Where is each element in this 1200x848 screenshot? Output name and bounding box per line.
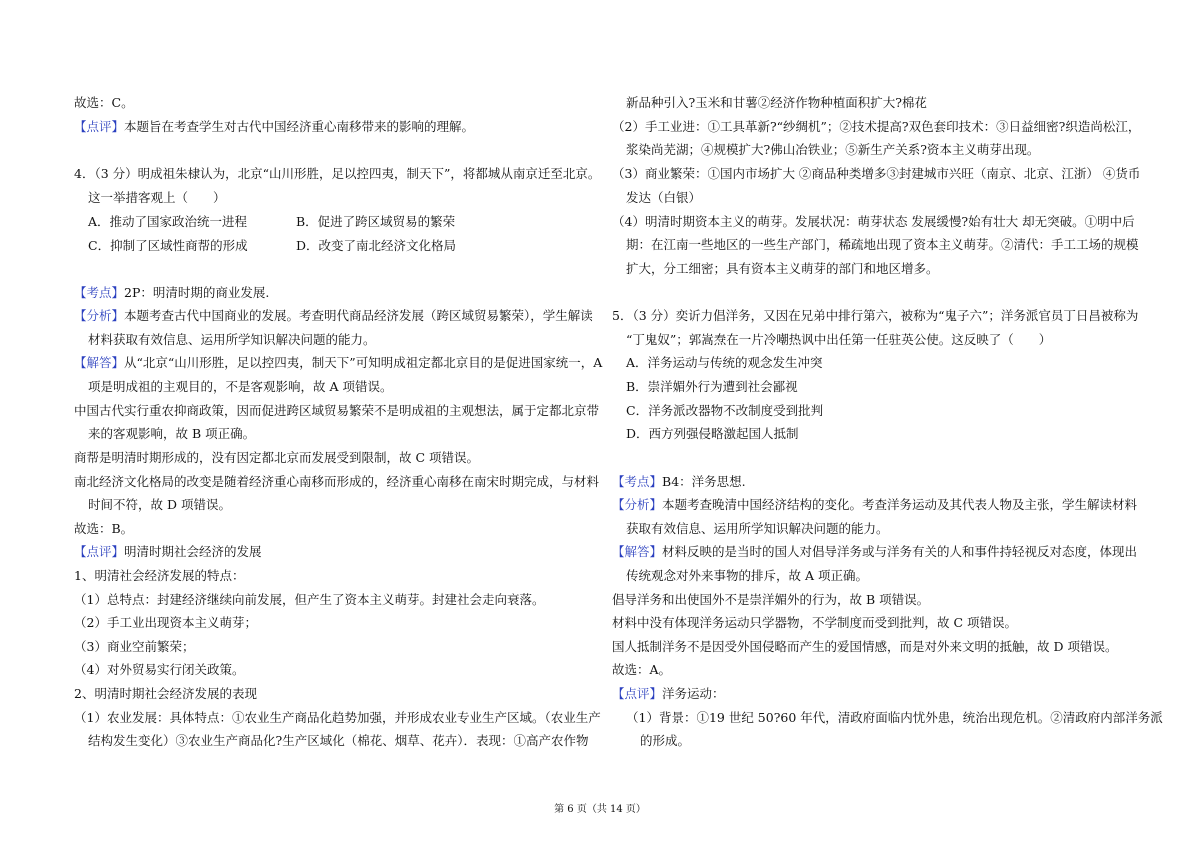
solution-line: 倡导洋务和出使国外不是崇洋媚外的行为，故 B 项错误。 xyxy=(612,592,930,607)
solution-tag: 【解答】 xyxy=(74,355,125,370)
solution-line: 中国古代实行重农抑商政策，因而促进跨区域贸易繁荣不是明成祖的主观想法，属于定都北京带 xyxy=(74,403,600,418)
question-5-stem: 5．（3 分）奕䜣力倡洋务，又因在兄弟中排行第六，被称为“鬼子六”；洋务派官员丁日昌被称为 xyxy=(612,308,1139,323)
comment-tag: 【点评】 xyxy=(74,544,125,559)
comment-tag: 【点评】 xyxy=(612,686,663,701)
comment-body-line: 结构发生变化）③农业生产商品化?生产区域化（棉花、烟草、花卉）．表现：①高产农作物 xyxy=(88,733,589,748)
solution-line: 时间不符，故 D 项错误。 xyxy=(88,497,231,512)
comment-body-line: （3）商业空前繁荣； xyxy=(74,639,195,654)
comment-body-line: 新品种引入?玉米和甘薯②经济作物种植面积扩大?棉花 xyxy=(626,95,927,110)
comment-tag: 【点评】 xyxy=(74,119,125,134)
question-5-option-d: D．西方列强侵略激起国人抵制 xyxy=(626,426,799,441)
kaodian-tag: 【考点】 xyxy=(612,474,663,489)
question-5-option-a: A．洋务运动与传统的观念发生冲突 xyxy=(626,355,823,370)
comment-body-line: （1）农业发展：具体特点：①农业生产商品化趋势加强，并形成农业专业生产区域。（农业生产 xyxy=(74,710,601,725)
kaodian-line: 【考点】B4：洋务思想. xyxy=(612,474,746,489)
analysis-line: 【分析】本题考查晚清中国经济结构的变化。考查洋务运动及其代表人物及主张，学生解读材料 xyxy=(612,497,1138,512)
comment-line: 【点评】明清时期社会经济的发展 xyxy=(74,544,262,559)
comment-body-line: 扩大，分工细密；具有资本主义萌芽的部门和地区增多。 xyxy=(626,261,939,276)
solution-line: 南北经济文化格局的改变是随着经济重心南移而形成的，经济重心南移在南宋时期完成，与材料 xyxy=(74,474,600,489)
answer-line: 故选：A。 xyxy=(612,662,672,677)
solution-line: 【解答】从“北京“山川形胜，足以控四夷，制天下”可知明成祖定都北京目的是促进国家统一，A xyxy=(74,355,603,370)
solution-line: 材料中没有体现洋务运动只学器物，不学制度而受到批判，故 C 项错误。 xyxy=(612,615,1018,630)
comment-line: 【点评】本题旨在考查学生对古代中国经济重心南移带来的影响的理解。 xyxy=(74,119,475,134)
kaodian-tag: 【考点】 xyxy=(74,285,125,300)
comment-body-line: （4）对外贸易实行闭关政策。 xyxy=(74,662,245,677)
question-4-stem: 4．（3 分）明成祖朱棣认为，北京“山川形胜，足以控四夷，制天下”，将都城从南京迁至北京。 xyxy=(74,166,601,181)
solution-line: 国人抵制洋务不是因受外国侵略而产生的爱国情感，而是对外来文明的抵触，故 D 项错误。 xyxy=(612,639,1118,654)
comment-body-line: （2）手工业出现资本主义萌芽； xyxy=(74,615,257,630)
solution-line: 传统观念对外来事物的排斥，故 A 项正确。 xyxy=(626,568,868,583)
comment-body-line: （4）明清时期资本主义的萌芽。发展状况：萌芽状态 发展缓慢?始有壮大 却无突破。①明中后 xyxy=(612,214,1135,229)
question-4-option-d: D．改变了南北经济文化格局 xyxy=(296,238,457,253)
analysis-line: 【分析】本题考查古代中国商业的发展。考查明代商品经济发展（跨区域贸易繁荣），学生解读 xyxy=(74,308,593,323)
comment-body-line: 发达（白银） xyxy=(626,190,702,205)
answer-line: 故选：B。 xyxy=(74,521,134,536)
kaodian-line: 【考点】2P：明清时期的商业发展. xyxy=(74,285,270,300)
page-footer: 第 6 页（共 14 页） xyxy=(554,804,646,815)
question-5-option-b: B．崇洋媚外行为遭到社会鄙视 xyxy=(626,379,798,394)
question-4-stem-cont: 这一举措客观上（ ） xyxy=(88,190,226,205)
analysis-tag: 【分析】 xyxy=(74,308,125,323)
solution-line: 【解答】材料反映的是当时的国人对倡导洋务或与洋务有关的人和事件持轻视反对态度，体现出 xyxy=(612,544,1138,559)
solution-tag: 【解答】 xyxy=(612,544,663,559)
analysis-line-cont: 获取有效信息、运用所学知识解决问题的能力。 xyxy=(626,521,889,536)
question-4-option-b: B．促进了跨区域贸易的繁荣 xyxy=(296,214,456,229)
question-4-option-c: C．抑制了区域性商帮的形成 xyxy=(88,238,248,253)
comment-body-line: （3）商业繁荣：①国内市场扩大 ②商品种类增多③封建城市兴旺（南京、北京、江浙） ④货币 xyxy=(612,166,1141,181)
solution-line: 商帮是明清时期形成的，没有因定都北京而发展受到限制，故 C 项错误。 xyxy=(74,450,480,465)
question-5-option-c: C．洋务派改器物不改制度受到批判 xyxy=(626,403,824,418)
comment-body-line: 的形成。 xyxy=(640,733,691,748)
analysis-tag: 【分析】 xyxy=(612,497,663,512)
analysis-line-cont: 材料获取有效信息、运用所学知识解决问题的能力。 xyxy=(88,332,376,347)
question-4-option-a: A．推动了国家政治统一进程 xyxy=(88,214,248,229)
comment-body-line: 浆染尚芜湖；④规模扩大?佛山冶铁业；⑤新生产关系?资本主义萌芽出现。 xyxy=(626,142,1040,157)
question-5-stem-cont: “丁鬼奴”；郭嵩焘在一片冷嘲热讽中出任第一任驻英公使。这反映了（ ） xyxy=(626,332,1052,347)
comment-body-line: 期：在江南一些地区的一些生产部门，稀疏地出现了资本主义萌芽。②清代：手工工场的规模 xyxy=(626,237,1139,252)
comment-line: 【点评】洋务运动： xyxy=(612,686,725,701)
solution-line: 项是明成祖的主观目的，不是客观影响，故 A 项错误。 xyxy=(88,379,393,394)
solution-line: 来的客观影响，故 B 项正确。 xyxy=(88,426,256,441)
comment-body-line: （1）总特点：封建经济继续向前发展，但产生了资本主义萌芽。封建社会走向衰落。 xyxy=(74,592,545,607)
answer-line: 故选：C。 xyxy=(74,95,134,110)
comment-body-line: （1）背景：①19 世纪 50?60 年代，清政府面临内忧外患，统治出现危机。②清政府内部洋务派 xyxy=(626,710,1163,725)
comment-body-line: 2、明清时期社会经济发展的表现 xyxy=(74,686,257,701)
comment-body-line: 1、明清社会经济发展的特点： xyxy=(74,568,245,583)
comment-body-line: （2）手工业进：①工具革新?“纱绸机”；②技术提高?双色套印技术：③日益细密?织造尚松江， xyxy=(612,119,1141,134)
